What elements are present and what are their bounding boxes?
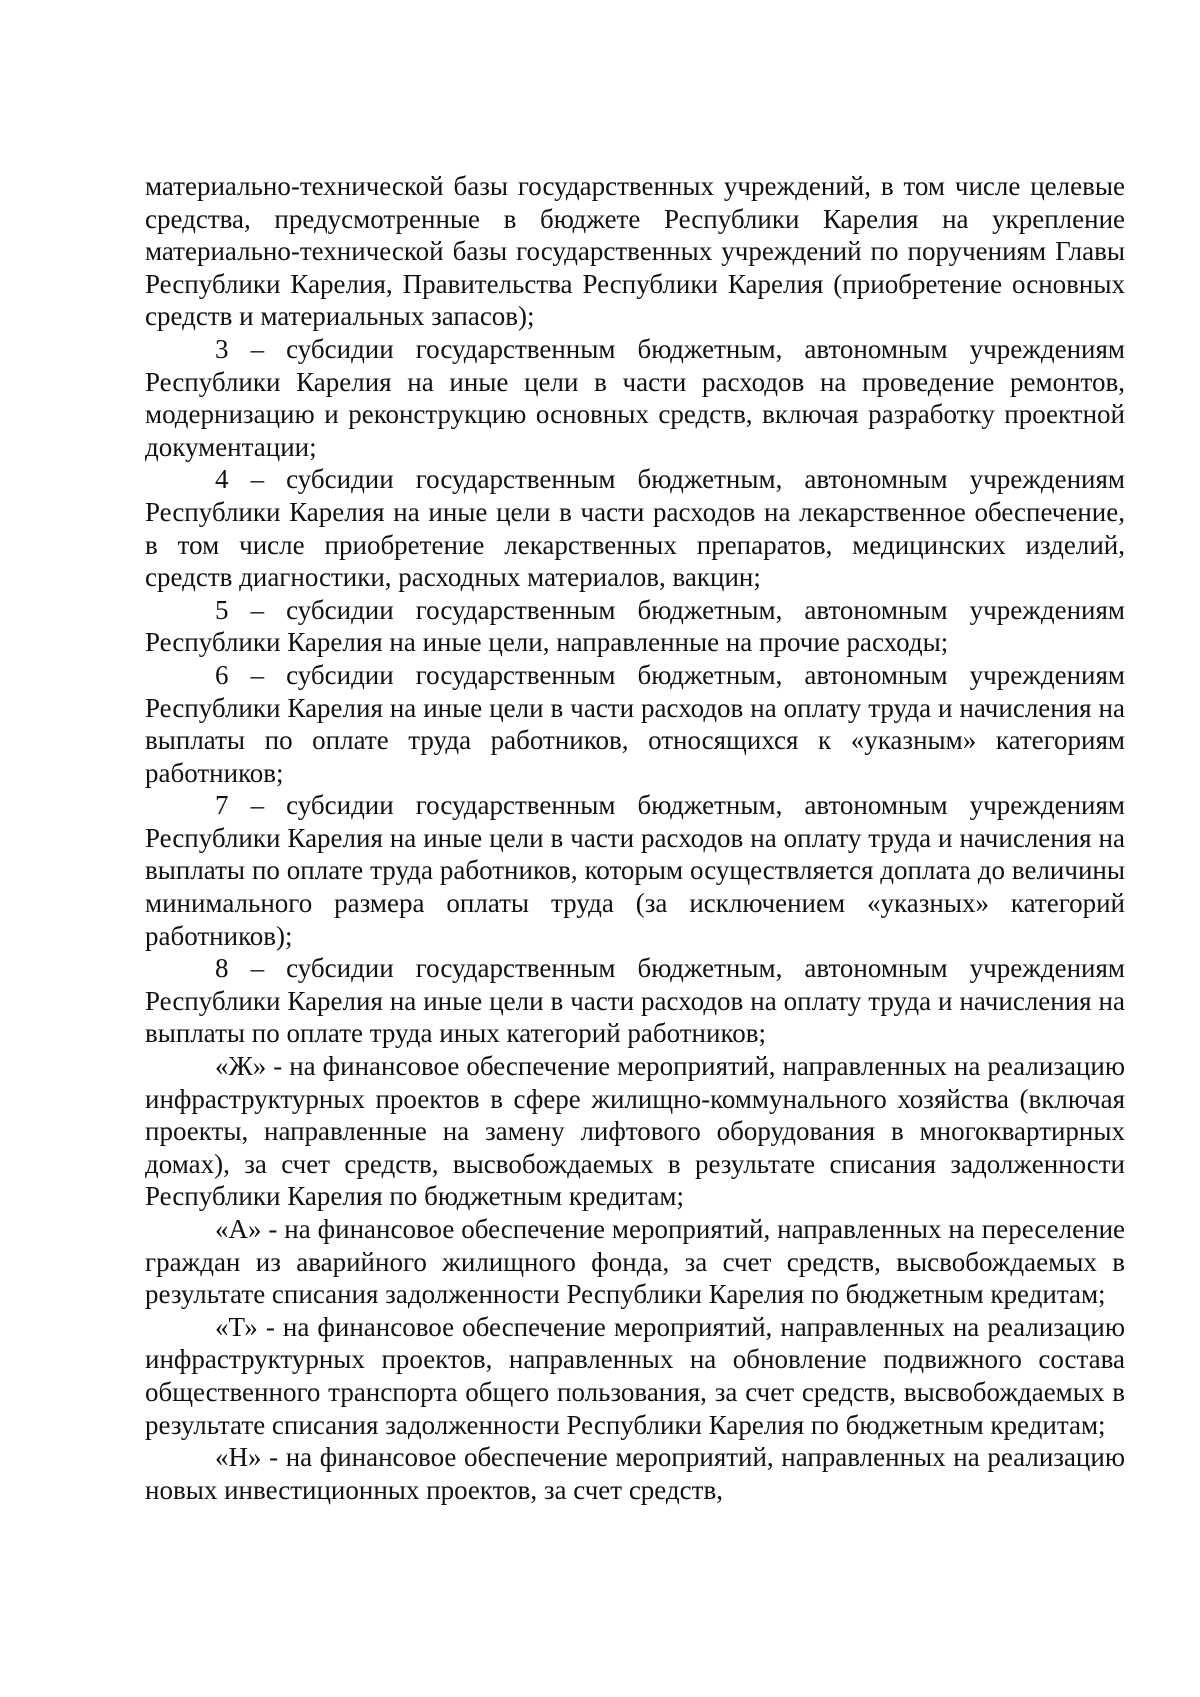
paragraph-item-5: 5 – субсидии государственным бюджетным, автономным учреждениям Республики Карелия на иные цели, направленные на прочие расходы;: [145, 594, 1125, 658]
paragraph-item-t: «Т» - на финансовое обеспечение мероприятий, направленных на реализацию инфраструктурных проектов, направленных на обновление подвижного состава общественного транспорта общего пользования, за счет средств, высвобождаемых в результате списания задолженности Республики Карелия по бюджетным кредитам;: [145, 1311, 1125, 1440]
document-body: [145, 170, 1125, 1506]
paragraph-item-a: «А» - на финансовое обеспечение мероприятий, направленных на переселение граждан из аварийного жилищного фонда, за счет средств, высвобождаемых в результате списания задолженности Республики Карелия по бюджетным кредитам;: [145, 1214, 1125, 1310]
paragraph-item-3: 3 – субсидии государственным бюджетным, автономным учреждениям Республики Карелия на иные цели в части расходов на проведение ремонтов, модернизацию и реконструкцию основных средств, включая разработку проектной документации;: [145, 333, 1125, 462]
paragraph-item-zh: «Ж» - на финансовое обеспечение мероприятий, направленных на реализацию инфраструктурных проектов в сфере жилищно-коммунального хозяйства (включая проекты, направленные на замену лифтового оборудования в многоквартирных домах), за счет средств, высвобождаемых в результате списания задолженности Республики Карелия по бюджетным кредитам;: [145, 1051, 1125, 1212]
paragraph-item-8: 8 – субсидии государственным бюджетным, автономным учреждениям Республики Карелия на иные цели в части расходов на оплату труда и начисления на выплаты по оплате труда иных категорий работников;: [145, 953, 1125, 1049]
paragraph-continuation: материально-технической базы государственных учреждений, в том числе целевые средства, предусмотренные в бюджете Республики Карелия на укрепление материально-технической базы государственных учреждений по поручениям Главы Республики Карелия, Правительства Республики Карелия (приобретение основных средств и материальных запасов);: [145, 171, 1125, 332]
paragraph-item-6: 6 – субсидии государственным бюджетным, автономным учреждениям Республики Карелия на иные цели в части расходов на оплату труда и начисления на выплаты по оплате труда работников, относящихся к «указным» категориям работников;: [145, 659, 1125, 788]
paragraph-item-7: 7 – субсидии государственным бюджетным, автономным учреждениям Республики Карелия на иные цели в части расходов на оплату труда и начисления на выплаты по оплате труда работников, которым осуществляется доплата до величины минимального размера оплаты труда (за исключением «указных» категорий работников);: [145, 790, 1125, 951]
paragraph-item-n: «Н» - на финансовое обеспечение мероприятий, направленных на реализацию новых инвестиционных проектов, за счет средств,: [145, 1442, 1125, 1505]
paragraph-item-4: 4 – субсидии государственным бюджетным, автономным учреждениям Республики Карелия на иные цели в части расходов на лекарственное обеспечение, в том числе приобретение лекарственных препаратов, медицинских изделий, средств диагностики, расходных материалов, вакцин;: [145, 464, 1125, 593]
